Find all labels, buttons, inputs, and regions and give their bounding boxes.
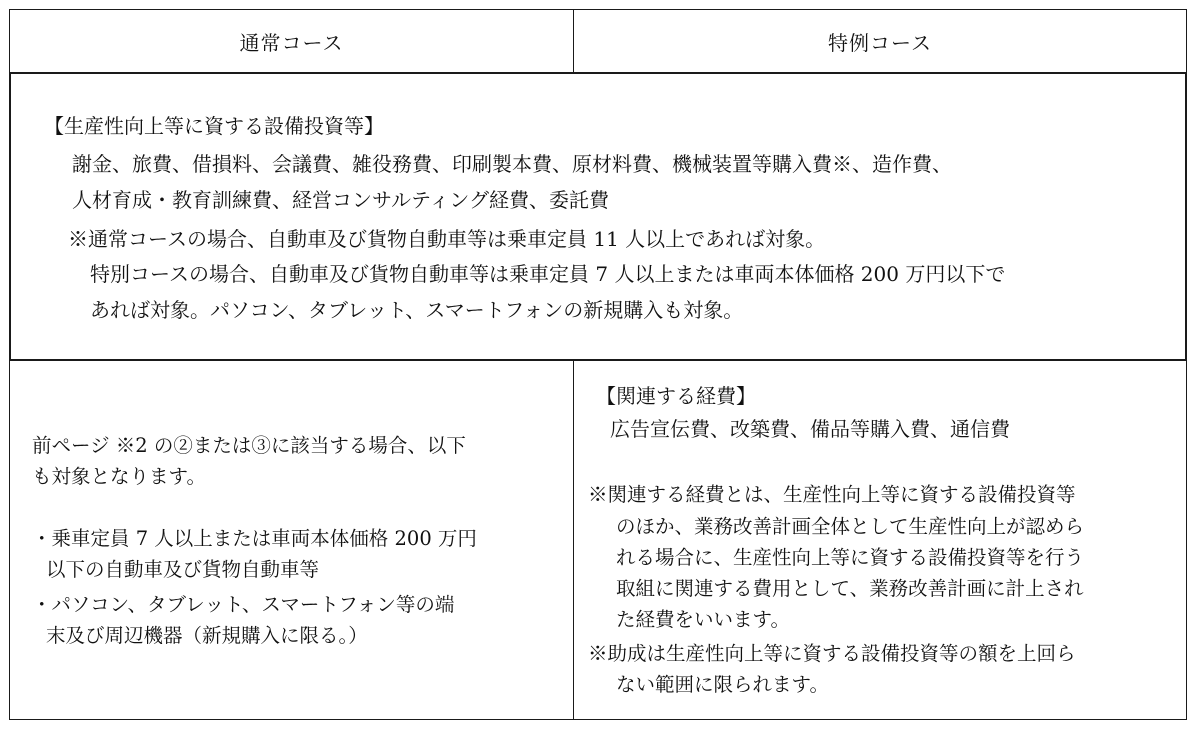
- subsidy-limit-note: ※助成は生産性向上等に資する設備投資等の額を上回ら: [588, 642, 1076, 665]
- middle-box-left-border: [9, 72, 11, 361]
- subsidy-limit-note: ない範囲に限られます。: [616, 673, 829, 696]
- related-expenses-note: れる場合に、生産性向上等に資する設備投資等を行う: [616, 546, 1085, 569]
- bottom-column-divider: [573, 361, 574, 719]
- related-expenses-note: た経費をいいます。: [616, 608, 790, 631]
- device-bullet: ・パソコン、タブレット、スマートフォン等の端: [32, 593, 455, 616]
- middle-box-top-border: [9, 72, 1187, 74]
- vehicle-bullet: ・乗車定員 7 人以上または車両本体価格 200 万円: [32, 527, 477, 550]
- related-expenses-heading: 【関連する経費】: [596, 384, 756, 408]
- vehicle-note-line: 特別コースの場合、自動車及び貨物自動車等は乗車定員 7 人以上または車両本体価格 200 万円以下で: [90, 262, 1006, 286]
- middle-box-right-border: [1185, 72, 1187, 361]
- device-bullet: 末及び周辺機器（新規購入に限る。）: [46, 624, 368, 647]
- related-expenses-note: のほか、業務改善計画全体として生産性向上が認めら: [616, 515, 1085, 538]
- related-expenses-list: 広告宣伝費、改築費、備品等購入費、通信費: [610, 417, 1010, 441]
- related-expenses-note: 取組に関連する費用として、業務改善計画に計上され: [616, 577, 1084, 600]
- header-special-course: 特例コース: [828, 30, 932, 55]
- vehicle-bullet: 以下の自動車及び貨物自動車等: [46, 558, 320, 581]
- vehicle-note-line: ※通常コースの場合、自動車及び貨物自動車等は乗車定員 11 人以上であれば対象。: [68, 227, 826, 251]
- table-bottom-border: [9, 719, 1187, 720]
- expense-list-line: 人材育成・教育訓練費、経営コンサルティング経費、委託費: [72, 188, 609, 212]
- vehicle-note-line: あれば対象。パソコン、タブレット、スマートフォンの新規購入も対象。: [90, 298, 744, 322]
- related-expenses-note: ※関連する経費とは、生産性向上等に資する設備投資等: [588, 483, 1076, 506]
- middle-box-bottom-border: [9, 359, 1187, 361]
- normal-course-intro: 前ページ ※2 の②または③に該当する場合、以下: [32, 434, 466, 457]
- equipment-investment-heading: 【生産性向上等に資する設備投資等】: [44, 114, 384, 138]
- header-normal-course: 通常コース: [239, 30, 344, 55]
- expense-list-line: 謝金、旅費、借損料、会議費、雑役務費、印刷製本費、原材料費、機械装置等購入費※、造作費、: [72, 152, 952, 176]
- normal-course-intro: も対象となります。: [32, 465, 206, 488]
